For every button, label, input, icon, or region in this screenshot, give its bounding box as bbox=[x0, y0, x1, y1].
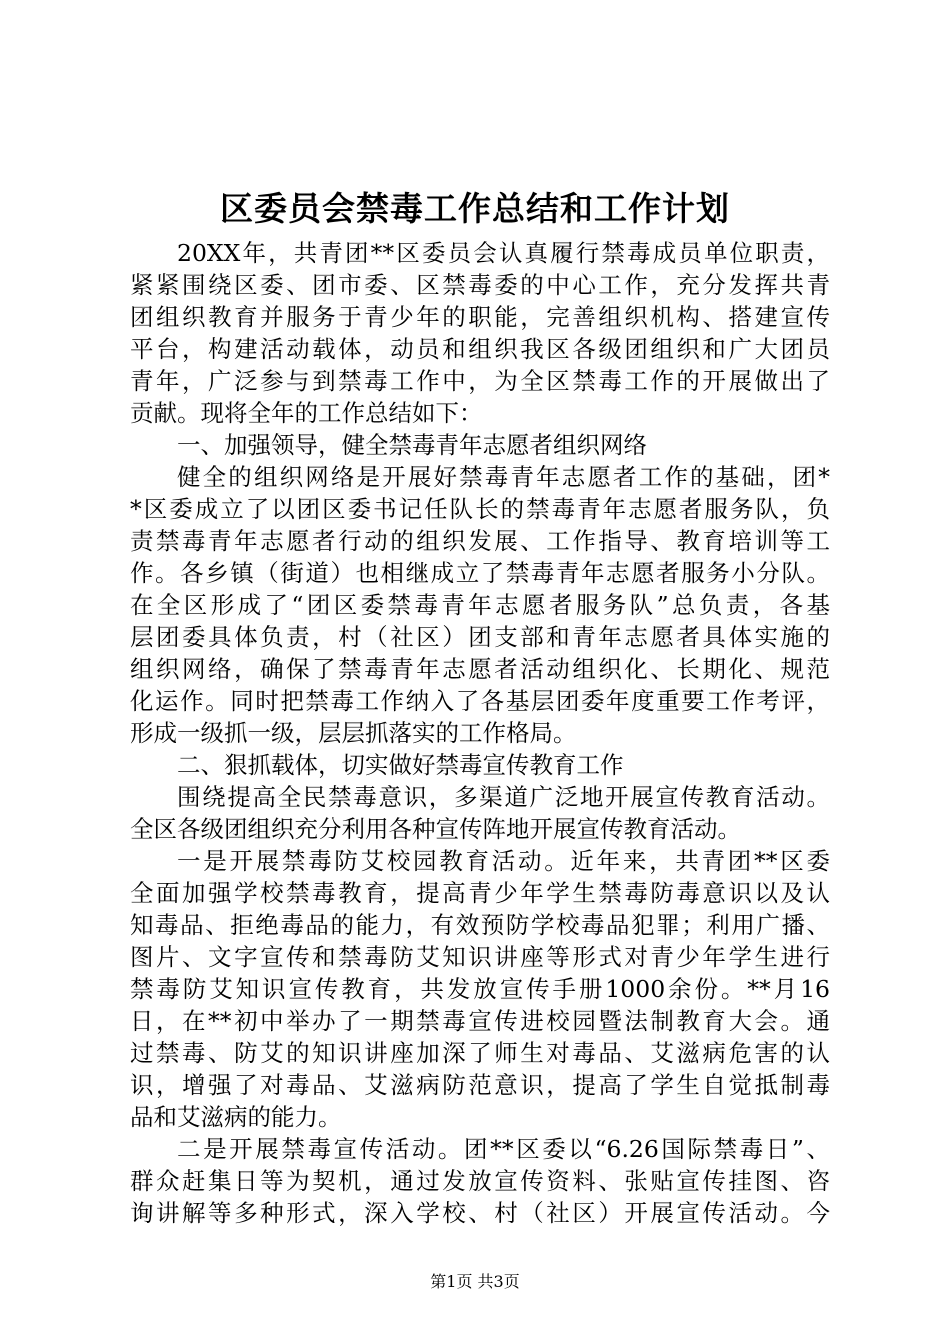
body-text-line: 图片、文字宣传和禁毒防艾知识讲座等形式对青少年学生进行 bbox=[130, 943, 830, 971]
body-text-line: 在全区形成了“团区委禁毒青年志愿者服务队”总负责，各基 bbox=[130, 591, 830, 619]
body-text-line: 责禁毒青年志愿者行动的组织发展、工作指导、教育培训等工 bbox=[130, 527, 830, 555]
body-text-line: 二、狠抓载体，切实做好禁毒宣传教育工作 bbox=[177, 751, 624, 779]
body-text-line: 20XX年，共青团**区委员会认真履行禁毒成员单位职责， bbox=[177, 239, 830, 267]
body-text-line: 围绕提高全民禁毒意识，多渠道广泛地开展宣传教育活动。 bbox=[177, 783, 830, 811]
body-text-line: 群众赶集日等为契机，通过发放宣传资料、张贴宣传挂图、咨 bbox=[130, 1167, 830, 1195]
body-text-line: 一、加强领导，健全禁毒青年志愿者组织网络 bbox=[177, 431, 647, 459]
body-text-line: 贡献。现将全年的工作总结如下： bbox=[130, 399, 483, 427]
body-text-line: 询讲解等多种形式，深入学校、村（社区）开展宣传活动。今 bbox=[130, 1199, 830, 1227]
body-text-line: 作。各乡镇（街道）也相继成立了禁毒青年志愿者服务小分队。 bbox=[130, 559, 830, 587]
body-text-line: 识，增强了对毒品、艾滋病防范意识，提高了学生自觉抵制毒 bbox=[130, 1071, 830, 1099]
body-text-line: 紧紧围绕区委、团市委、区禁毒委的中心工作，充分发挥共青 bbox=[130, 271, 830, 299]
body-text-line: 知毒品、拒绝毒品的能力，有效预防学校毒品犯罪；利用广播、 bbox=[130, 911, 830, 939]
body-text-line: 全面加强学校禁毒教育，提高青少年学生禁毒防毒意识以及认 bbox=[130, 879, 830, 907]
body-text-line: 禁毒防艾知识宣传教育，共发放宣传手册1000余份。**月16 bbox=[130, 975, 830, 1003]
document-title: 区委员会禁毒工作总结和工作计划 bbox=[220, 189, 730, 228]
body-text-line: 层团委具体负责，村（社区）团支部和青年志愿者具体实施的 bbox=[130, 623, 830, 651]
body-text-line: 青年，广泛参与到禁毒工作中，为全区禁毒工作的开展做出了 bbox=[130, 367, 830, 395]
body-text-line: 团组织教育并服务于青少年的职能，完善组织机构、搭建宣传 bbox=[130, 303, 830, 331]
page-footer: 第1页 共3页 bbox=[430, 1272, 520, 1291]
document-body bbox=[130, 237, 830, 1229]
body-text-line: 形成一级抓一级，层层抓落实的工作格局。 bbox=[130, 719, 577, 747]
body-text-line: 健全的组织网络是开展好禁毒青年志愿者工作的基础，团* bbox=[177, 463, 830, 491]
body-text-line: 品和艾滋病的能力。 bbox=[130, 1103, 342, 1131]
body-text-line: *区委成立了以团区委书记任队长的禁毒青年志愿者服务队，负 bbox=[130, 495, 830, 523]
body-text-line: 日，在**初中举办了一期禁毒宣传进校园暨法制教育大会。通 bbox=[130, 1007, 830, 1035]
body-text-line: 组织网络，确保了禁毒青年志愿者活动组织化、长期化、规范 bbox=[130, 655, 830, 683]
body-text-line: 平台，构建活动载体，动员和组织我区各级团组织和广大团员 bbox=[130, 335, 830, 363]
body-text-line: 化运作。同时把禁毒工作纳入了各基层团委年度重要工作考评， bbox=[130, 687, 830, 715]
body-text-line: 过禁毒、防艾的知识讲座加深了师生对毒品、艾滋病危害的认 bbox=[130, 1039, 830, 1067]
body-text-line: 二是开展禁毒宣传活动。团**区委以“6.26国际禁毒日”、 bbox=[177, 1135, 830, 1163]
body-text-line: 一是开展禁毒防艾校园教育活动。近年来，共青团**区委 bbox=[177, 847, 830, 875]
body-text-line: 全区各级团组织充分利用各种宣传阵地开展宣传教育活动。 bbox=[130, 815, 741, 843]
